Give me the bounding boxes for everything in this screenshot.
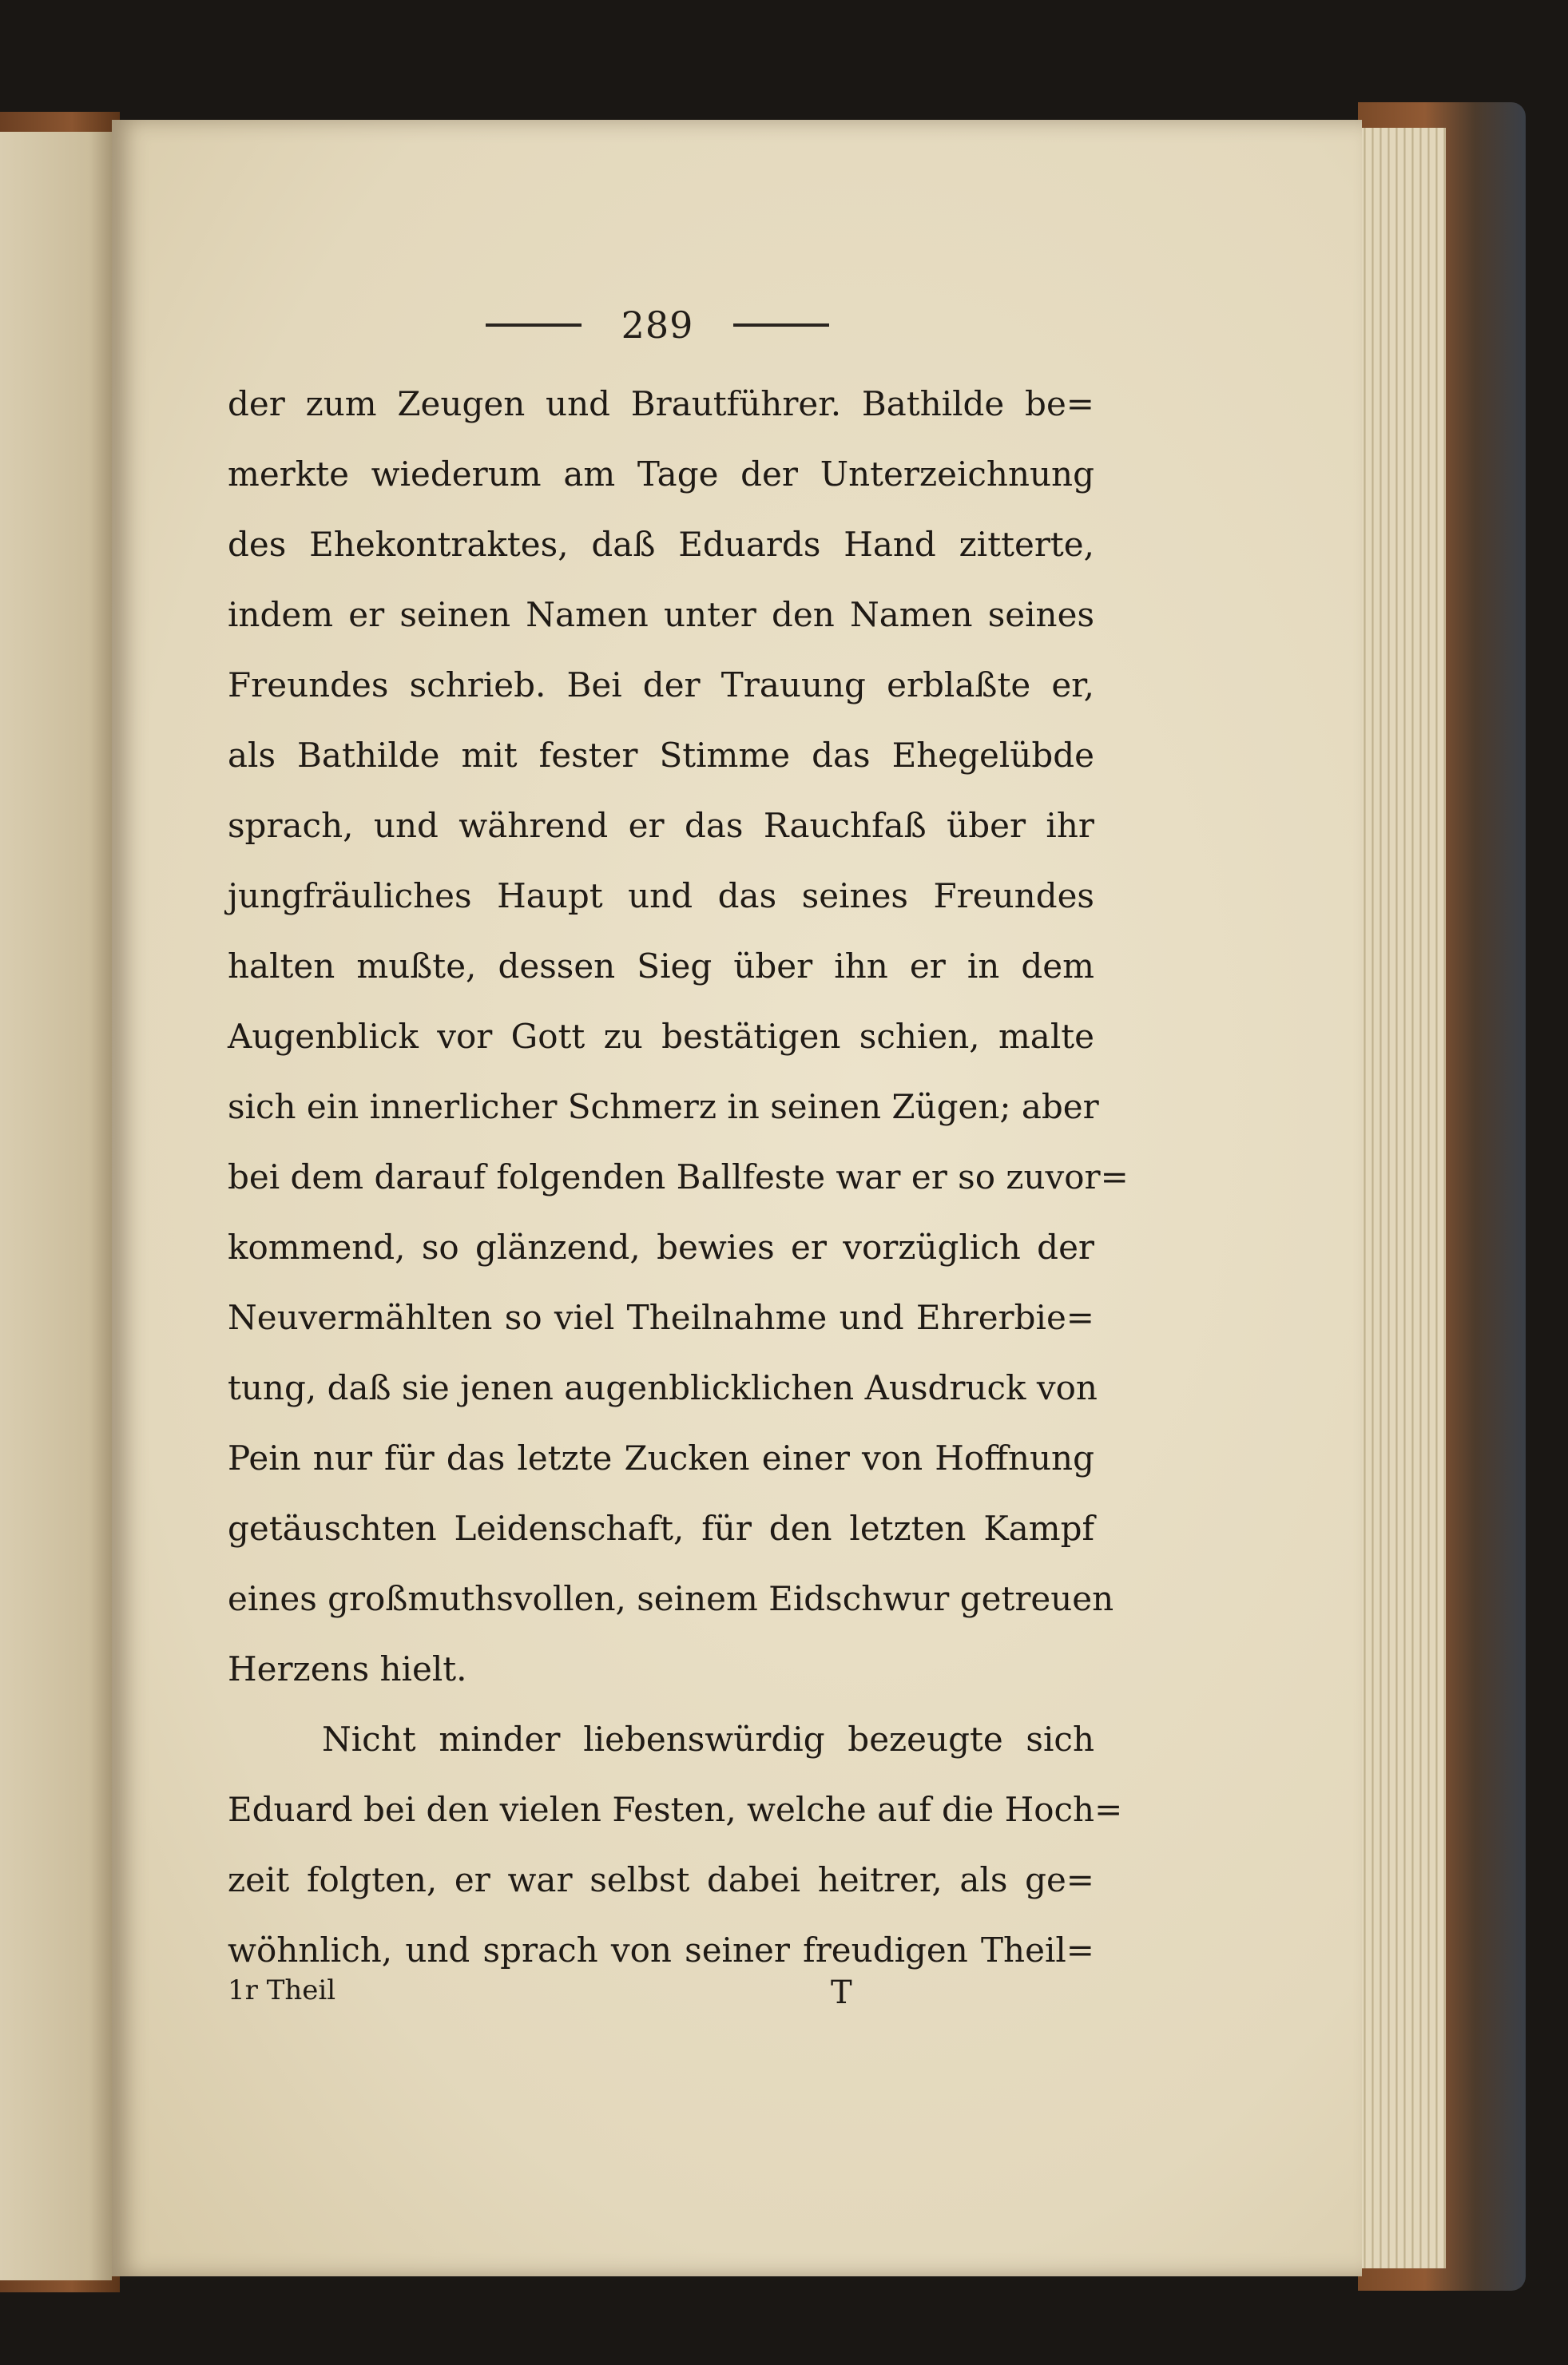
page-footer (228, 1974, 1094, 2022)
text-line: tung, daß sie jenen augenblicklichen Ausdruck von (228, 1368, 1098, 1407)
text-line: eines großmuthsvollen, seinem Eidschwur getreuen (228, 1579, 1114, 1618)
text-line: halten mußte, dessen Sieg über ihn er in dem (228, 946, 1094, 986)
page-header (486, 297, 829, 353)
facing-page-edge (0, 132, 112, 2280)
page-stack-edges (1350, 128, 1446, 2268)
header-rule-right (733, 323, 829, 327)
text-line: wöhnlich, und sprach von seiner freudigen Theil= (228, 1930, 1094, 1970)
text-line: Nicht minder liebenswürdig bezeugte sich (322, 1720, 1094, 1759)
text-line: bei dem darauf folgenden Ballfeste war er so zuvor= (228, 1157, 1129, 1196)
sheet-mark: T (831, 1974, 852, 2011)
text-line: Augenblick vor Gott zu bestätigen schien, malte (228, 1017, 1094, 1056)
signature-mark: 1r Theil (228, 1974, 336, 2006)
text-line: sich ein innerlicher Schmerz in seinen Zügen; aber (228, 1087, 1099, 1126)
page-number: 289 (621, 304, 694, 347)
text-line: Neuvermählten so viel Theilnahme und Ehrerbie= (228, 1298, 1094, 1337)
header-rule-left (486, 323, 582, 327)
text-line: Herzens hielt. (228, 1649, 467, 1688)
text-line: als Bathilde mit fester Stimme das Ehegelübde (228, 736, 1094, 775)
text-line: kommend, so glänzend, bewies er vorzüglich der (228, 1228, 1094, 1267)
text-line: getäuschten Leidenschaft, für den letzten Kampf (228, 1509, 1094, 1548)
text-line: merkte wiederum am Tage der Unterzeichnung (228, 454, 1094, 494)
text-line: Freundes schrieb. Bei der Trauung erblaßte er, (228, 665, 1094, 704)
text-line: Pein nur für das letzte Zucken einer von Hoffnung (228, 1438, 1094, 1478)
text-line: des Ehekontraktes, daß Eduards Hand zitterte, (228, 525, 1094, 564)
text-line: zeit folgten, er war selbst dabei heitrer, als ge= (228, 1860, 1094, 1899)
text-line: der zum Zeugen und Brautführer. Bathilde be= (228, 384, 1094, 423)
text-line: sprach, und während er das Rauchfaß über ihr (228, 806, 1094, 845)
text-line: jungfräuliches Haupt und das seines Freundes (228, 876, 1094, 915)
text-line: Eduard bei den vielen Festen, welche auf die Hoch= (228, 1790, 1123, 1829)
body-text (228, 369, 1129, 1986)
text-line: indem er seinen Namen unter den Namen seines (228, 595, 1094, 634)
